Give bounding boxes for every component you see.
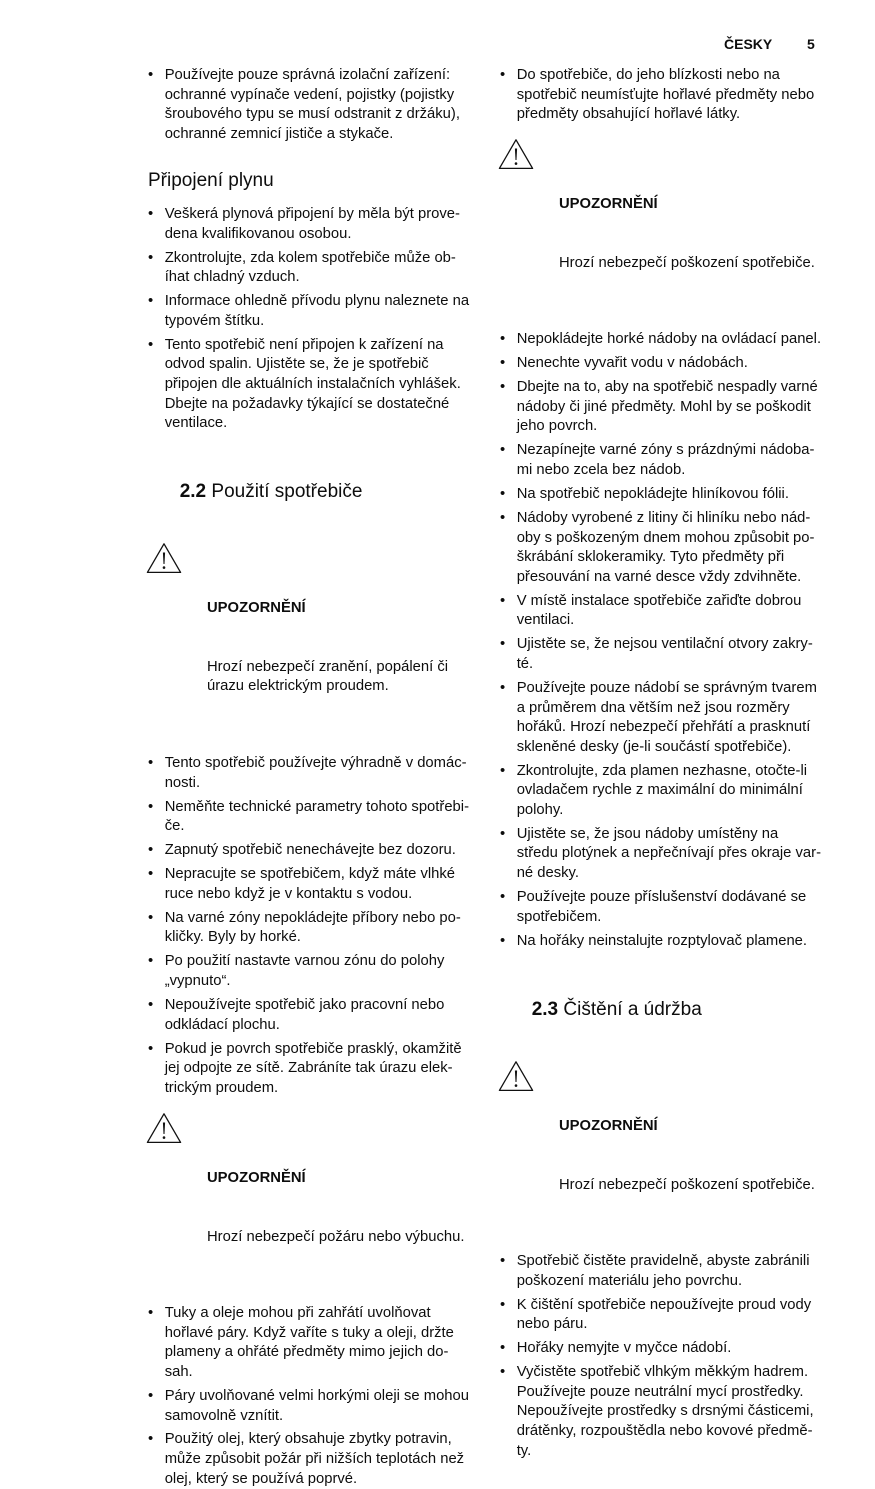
list-item: • Nenechte vyvařit vodu v nádobách. xyxy=(500,354,845,374)
left-column xyxy=(148,66,493,1489)
exclamation-stroke xyxy=(163,553,165,565)
list-item: • Dbejte na to, aby na spotřebič nespadly varné nádoby či jiné předměty. Mohl by se poškodit jeho povrch. xyxy=(500,378,845,437)
list-item: • Vyčistěte spotřebič vlhkým měkkým hadrem. Používejte pouze neutrální mycí prostředky. Nepoužívejte prostředky s drsnými částicemi, drátěnky, rozpouštědla nebo kovové předmě- ty. xyxy=(500,1363,845,1461)
section-heading-cleaning xyxy=(500,974,845,1046)
list-item: • Veškerá plynová připojení by měla být prove- dena kvalifikovanou osobou. xyxy=(148,205,493,244)
section-heading-usage xyxy=(148,456,493,528)
warning-box-injury xyxy=(148,540,493,736)
list-item: • K čištění spotřebiče nepoužívejte proud vody nebo páru. xyxy=(500,1296,845,1335)
list-item: • Na varné zóny nepokládejte příbory nebo po- kličky. Byly by horké. xyxy=(148,909,493,948)
section-number: 2.2 xyxy=(179,480,207,502)
usage-list xyxy=(148,754,493,1098)
exclamation-dot xyxy=(515,162,518,165)
list-item: • Na spotřebič nepokládejte hliníkovou fólii. xyxy=(500,485,845,505)
list-item: • Zapnutý spotřebič nenechávejte bez dozoru. xyxy=(148,841,493,861)
list-item: • Zkontrolujte, zda kolem spotřebiče může ob- íhat chladný vzduch. xyxy=(148,249,493,288)
warning-title: UPOZORNĚNÍ xyxy=(559,1117,658,1134)
warning-triangle-icon xyxy=(146,1112,182,1145)
warning-title: UPOZORNĚNÍ xyxy=(207,1169,306,1186)
exclamation-stroke xyxy=(515,1071,517,1083)
exclamation-dot xyxy=(163,566,166,569)
list-item: • Informace ohledně přívodu plynu naleznete na typovém štítku. xyxy=(148,292,493,331)
warning-title: UPOZORNĚNÍ xyxy=(207,599,306,616)
list-item: • V místě instalace spotřebiče zařiďte dobrou ventilaci. xyxy=(500,592,845,631)
warning-text: Hrozí nebezpečí požáru nebo výbuchu. xyxy=(207,1228,465,1245)
list-item: • Do spotřebiče, do jeho blízkosti nebo na spotřebič neumísťujte hořlavé předměty nebo předměty obsahující hořlavé látky. xyxy=(500,66,845,125)
cleaning-list xyxy=(500,1252,845,1461)
exclamation-stroke xyxy=(515,149,517,161)
section-heading-gas-connection: Připojení plynu xyxy=(148,169,274,191)
list-item: • Tento spotřebič není připojen k zařízení na odvod spalin. Ujistěte se, že je spotřebič připojen dle aktuálních instalačních vyhlášek. Dbejte na požadavky týkající se dostatečné ventilace. xyxy=(148,336,493,434)
list-item: • Neměňte technické parametry tohoto spotřebi- če. xyxy=(148,798,493,837)
list-item: • Na hořáky neinstalujte rozptylovač plamene. xyxy=(500,932,845,952)
list-item: • Hořáky nemyjte v myčce nádobí. xyxy=(500,1339,845,1359)
warning-triangle-icon xyxy=(146,542,182,575)
exclamation-dot xyxy=(163,1136,166,1139)
section-title: Čištění a údržba xyxy=(563,998,702,1020)
warning-box-damage xyxy=(500,136,845,312)
list-item: • Ujistěte se, že jsou nádoby umístěny na středu plotýnek a nepřečnívají přes okraje var- né desky. xyxy=(500,825,845,884)
list-item: • Tento spotřebič používejte výhradně v domác- nosti. xyxy=(148,754,493,793)
list-item: • Zkontrolujte, zda plamen nezhasne, otočte-li ovladačem rychle z maximální do minimální polohy. xyxy=(500,762,845,821)
warning-text: Hrozí nebezpečí zranění, popálení či úrazu elektrickým proudem. xyxy=(207,658,449,695)
list-item: • Tuky a oleje mohou při zahřátí uvolňovat hořlavé páry. Když vaříte s tuky a oleji, držte plameny a ohřáté předměty mimo jejich do- sah. xyxy=(148,1304,493,1382)
list-item: • Používejte pouze správná izolační zařízení: ochranné vypínače vedení, pojistky (pojistky šroubového typu se musí odstranit z držáku), ochranné zemnicí jističe a stykače. xyxy=(148,66,493,144)
list-item: • Nezapínejte varné zóny s prázdnými nádoba- mi nebo zcela bez nádob. xyxy=(500,441,845,480)
section-title: Použití spotřebiče xyxy=(211,480,363,502)
intro-list xyxy=(148,66,493,144)
list-item: • Nepoužívejte spotřebič jako pracovní nebo odkládací plochu. xyxy=(148,996,493,1035)
page-number: 5 xyxy=(807,36,815,52)
exclamation-dot xyxy=(515,1084,518,1087)
header-language: ČESKY xyxy=(724,36,773,52)
list-item: • Používejte pouze nádobí se správným tvarem a průměrem dna větším než jsou rozměry hořáků. Hrozí nebezpečí přehřátí a prasknutí skleněné desky (je-li součástí spotřebiče). xyxy=(500,679,845,757)
list-item: • Spotřebič čistěte pravidelně, abyste zabránili poškození materiálu jeho povrchu. xyxy=(500,1252,845,1291)
list-item: • Nepokládejte horké nádoby na ovládací panel. xyxy=(500,330,845,350)
warning-text: Hrozí nebezpečí poškození spotřebiče. xyxy=(559,1176,815,1193)
gas-connection-list xyxy=(148,205,493,434)
right-column xyxy=(500,66,845,1461)
warning-triangle-icon xyxy=(498,1060,534,1093)
fire-safety-list xyxy=(148,1304,493,1489)
warning-triangle-icon xyxy=(498,138,534,171)
list-item: • Po použití nastavte varnou zónu do polohy „vypnuto“. xyxy=(148,952,493,991)
warning-box-fire xyxy=(148,1110,493,1286)
section-number: 2.3 xyxy=(531,998,559,1020)
list-item: • Nepracujte se spotřebičem, když máte vlhké ruce nebo když je v kontaktu s vodou. xyxy=(148,865,493,904)
damage-prevention-list xyxy=(500,330,845,951)
list-item: • Používejte pouze příslušenství dodávané se spotřebičem. xyxy=(500,888,845,927)
list-item: • Nádoby vyrobené z litiny či hliníku nebo nád- oby s poškozeným dnem mohou způsobit po- škrábání sklokeramiky. Tyto předměty při přesouvání na varné desce vždy zdvihněte. xyxy=(500,509,845,587)
warning-text: Hrozí nebezpečí poškození spotřebiče. xyxy=(559,254,815,271)
warning-box-cleaning-damage xyxy=(500,1058,845,1234)
list-item: • Ujistěte se, že nejsou ventilační otvory zakry- té. xyxy=(500,635,845,674)
warning-title: UPOZORNĚNÍ xyxy=(559,195,658,212)
list-item: • Páry uvolňované velmi horkými oleji se mohou samovolně vznítit. xyxy=(148,1387,493,1426)
list-item: • Použitý olej, který obsahuje zbytky potravin, může způsobit požár při nižších teplotách než olej, který se používá poprvé. xyxy=(148,1430,493,1489)
list-item: • Pokud je povrch spotřebiče prasklý, okamžitě jej odpojte ze sítě. Zabráníte tak úrazu elek- trickým proudem. xyxy=(148,1040,493,1099)
exclamation-stroke xyxy=(163,1123,165,1135)
usage-continued-list xyxy=(500,66,845,125)
